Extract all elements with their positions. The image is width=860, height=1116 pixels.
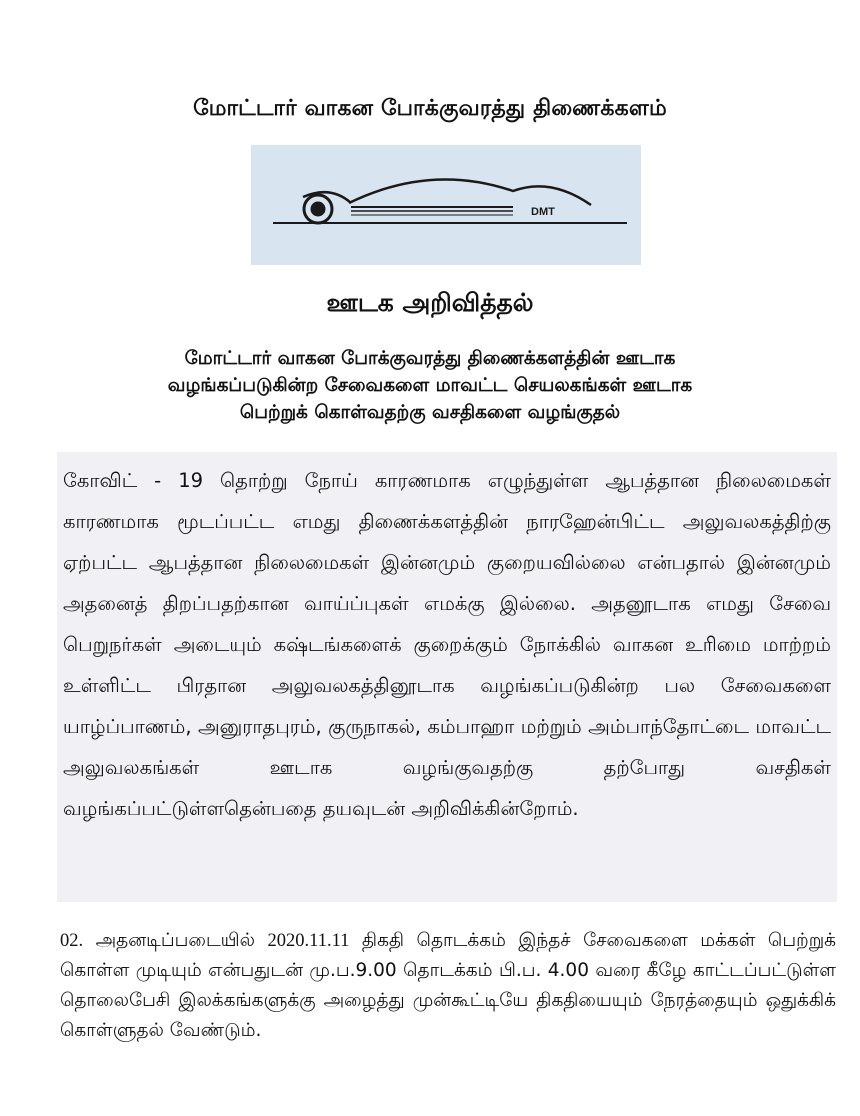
logo-text: DMT [531,206,555,218]
department-title: மோட்டார் வாகன போக்குவரத்து திணைக்களம் [193,96,667,121]
subject-line-3: பெற்றுக் கொள்வதற்கு வசதிகளை வழங்குதல் [239,402,621,423]
paragraph-2 [60,926,836,1046]
subject-heading [60,345,800,426]
paragraph-1-text: கோவிட் - 19 தொற்று நோய் காரணமாக எழுந்துள்ள ஆபத்தான நிலைமைகள் காரணமாக மூடப்பட்ட எமது திணைக்களத்தின் நாரஹேன்பிட்ட அலுவலகத்திற்கு ஏற்பட்ட ஆபத்தான நிலைமைகள் இன்னமும் குறையவில்லை என்பதால் இன்னமும் அதனைத் திறப்பதற்கான வாய்ப்புகள் எமக்கு இல்லை. அதனூடாக எமது சேவை பெறுநர்கள் அடையும் கஷ்டங்களைக் குறைக்கும் நோக்கில் வாகன உரிமை மாற்றம் உள்ளிட்ட பிரதான அலுவலகத்தினூடாக வழங்கப்படுகின்ற பல சேவைகளை யாழ்ப்பாணம், அனுராதபுரம், குருநாகல், கம்பாஹா மற்றும் அம்பாந்தோட்டை மாவட்ட அலுவலகங்கள் ஊடாக வழங்குவதற்கு தற்போது வசதிகள் வழங்கப்பட்டுள்ளதென்பதை தயவுடன் அறிவிக்கின்றோம். [63,469,831,820]
dmt-logo [251,145,641,265]
subject-line-2: வழங்கப்படுகின்ற சேவைகளை மாவட்ட செயலகங்கள் ஊடாக [167,375,693,396]
paragraph-2-text [60,926,836,1046]
subject-line-1: மோட்டார் வாகன போக்குவரத்து திணைக்களத்தின் ஊடாக [184,348,676,369]
paragraph-number: 02. [60,931,84,951]
paragraph-2-lead: அதனடிப்படையில் [95,930,256,951]
media-notice-title: ஊடக அறிவித்தல் [326,288,534,317]
paragraph-1-box [57,452,837,902]
dmt-logo-icon [251,145,641,265]
start-date: 2020.11.11 [267,931,350,951]
paragraph-2-body: திகதி தொடக்கம் இந்தச் சேவைகளை மக்கள் பெற்றுக் கொள்ள முடியும் என்பதுடன் மு.ப.9.00 தொடக்கம் பி.ப. 4.00 வரை கீழே காட்டப்பட்டுள்ள தொலைபேசி இலக்கங்களுக்கு அழைத்து முன்கூட்டியே திகதியையும் நேரத்தையும் ஒதுக்கிக் கொள்ளுதல் வேண்டும். [60,930,836,1041]
